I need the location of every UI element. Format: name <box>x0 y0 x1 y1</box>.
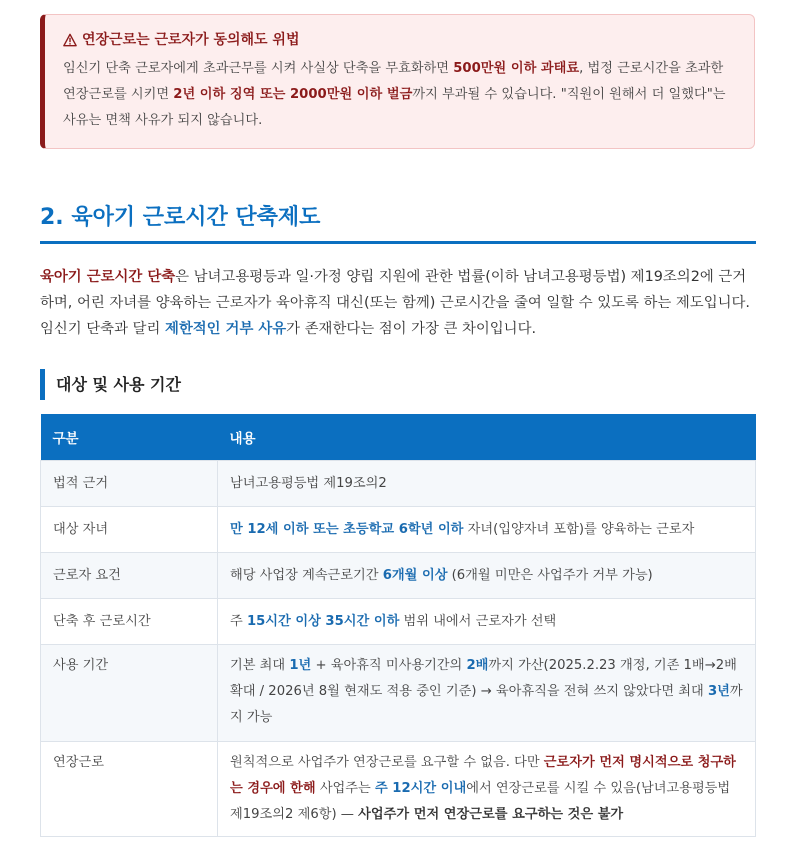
text-segment: 까지 가산(2025.2.23 개정, 기존 1배→2배 확대 / 2026년 8월 현재도 적용 중인 기준) → 육아휴직을 전혀 쓰지 않았다면 최대 <box>230 657 737 699</box>
row-label: 단축 후 근로시간 <box>41 598 218 644</box>
warning-title <box>63 30 734 50</box>
row-label: 근로자 요건 <box>41 552 218 598</box>
text-segment: 주 <box>230 613 247 629</box>
table-row <box>41 552 756 598</box>
text-segment: 에서 연장근로를 시킬 수 있음(남녀고용평등법 제19조의2 제6항) — <box>230 780 731 822</box>
row-label: 대상 자녀 <box>41 506 218 552</box>
warning-body <box>63 56 734 134</box>
emphasis-text: 근로자가 먼저 명시적으로 청구하는 경우에 한해 <box>230 754 736 796</box>
emphasis-text: 1년 <box>289 657 312 673</box>
text-segment: + 육아휴직 미사용기간의 <box>311 657 467 673</box>
row-content <box>218 741 756 836</box>
table-header-category: 구분 <box>41 414 218 460</box>
text-segment: , 법정 근로시간을 초과한 연장근로를 시키면 <box>63 61 724 102</box>
emphasis-text: 사업주가 먼저 연장근로를 요구하는 것은 불가 <box>358 806 624 822</box>
text-segment: 까지 가능 <box>230 683 743 725</box>
text-segment: 기본 최대 <box>230 657 290 673</box>
section-title: 2. 육아기 근로시간 단축제도 <box>40 196 756 244</box>
text-segment: 사업주는 <box>315 780 375 796</box>
table-row <box>41 644 756 741</box>
row-label: 사용 기간 <box>41 644 218 741</box>
text-segment: 가 존재한다는 점이 가장 큰 차이입니다. <box>286 321 537 337</box>
table-body <box>41 460 756 836</box>
emphasis-text: 15시간 이상 35시간 이하 <box>246 613 400 629</box>
text-segment: 까지 부과될 수 있습니다. "직원이 원해서 더 일했다"는 사유는 면책 사유가 되지 않습니다. <box>63 87 726 128</box>
row-content <box>218 460 756 506</box>
row-content <box>218 644 756 741</box>
section-intro <box>40 264 758 342</box>
emphasis-text: 만 12세 이하 또는 초등학교 6학년 이하 <box>230 521 464 537</box>
text-segment: 남녀고용평등법 제19조의2 <box>230 475 387 491</box>
text-segment: (6개월 미만은 사업주가 거부 가능) <box>447 567 653 583</box>
subheading: 대상 및 사용 기간 <box>40 369 181 400</box>
warning-callout <box>40 14 755 149</box>
text-segment: 은 남녀고용평등과 일·가정 양립 지원에 관한 법률(이하 남녀고용평등법) 제19조의2에 근거하며, 어린 자녀를 양육하는 근로자가 육아휴직 대신(또는 함께) 근로시간을 줄여 일할 수 있도록 하는 제도입니다. 임신기 단축과 달리 <box>40 269 750 337</box>
row-label: 법적 근거 <box>41 460 218 506</box>
row-content <box>218 506 756 552</box>
table-row <box>41 506 756 552</box>
emphasis-text: 주 12시간 이내 <box>374 780 467 796</box>
emphasis-text: 3년 <box>707 683 730 699</box>
text-segment: 자녀(입양자녀 포함)를 양육하는 근로자 <box>463 521 695 537</box>
emphasis-text: 2년 이하 징역 또는 2000만원 이하 벌금 <box>173 87 413 102</box>
warning-title-text: 연장근로는 근로자가 동의해도 위법 <box>82 32 300 48</box>
warning-triangle-icon <box>63 33 77 47</box>
text-segment: 원칙적으로 사업주가 연장근로를 요구할 수 없음. 다만 <box>230 754 544 770</box>
row-label: 연장근로 <box>41 741 218 836</box>
table-header-content: 내용 <box>218 414 756 460</box>
text-segment: 해당 사업장 계속근로기간 <box>230 567 383 583</box>
table-row <box>41 741 756 836</box>
row-content <box>218 598 756 644</box>
text-segment: 범위 내에서 근로자가 선택 <box>399 613 557 629</box>
info-table <box>40 414 756 837</box>
text-segment: 임신기 단축 근로자에게 초과근무를 시켜 사실상 단축을 무효화하면 <box>63 61 454 76</box>
table-row <box>41 598 756 644</box>
emphasis-text: 500만원 이하 과태료 <box>453 61 580 76</box>
table-header-row <box>41 414 756 460</box>
emphasis-text: 육아기 근로시간 단축 <box>40 269 176 285</box>
emphasis-text: 6개월 이상 <box>382 567 448 583</box>
row-content <box>218 552 756 598</box>
table-row <box>41 460 756 506</box>
emphasis-text: 2배 <box>466 657 489 673</box>
emphasis-text: 제한적인 거부 사유 <box>164 321 287 337</box>
